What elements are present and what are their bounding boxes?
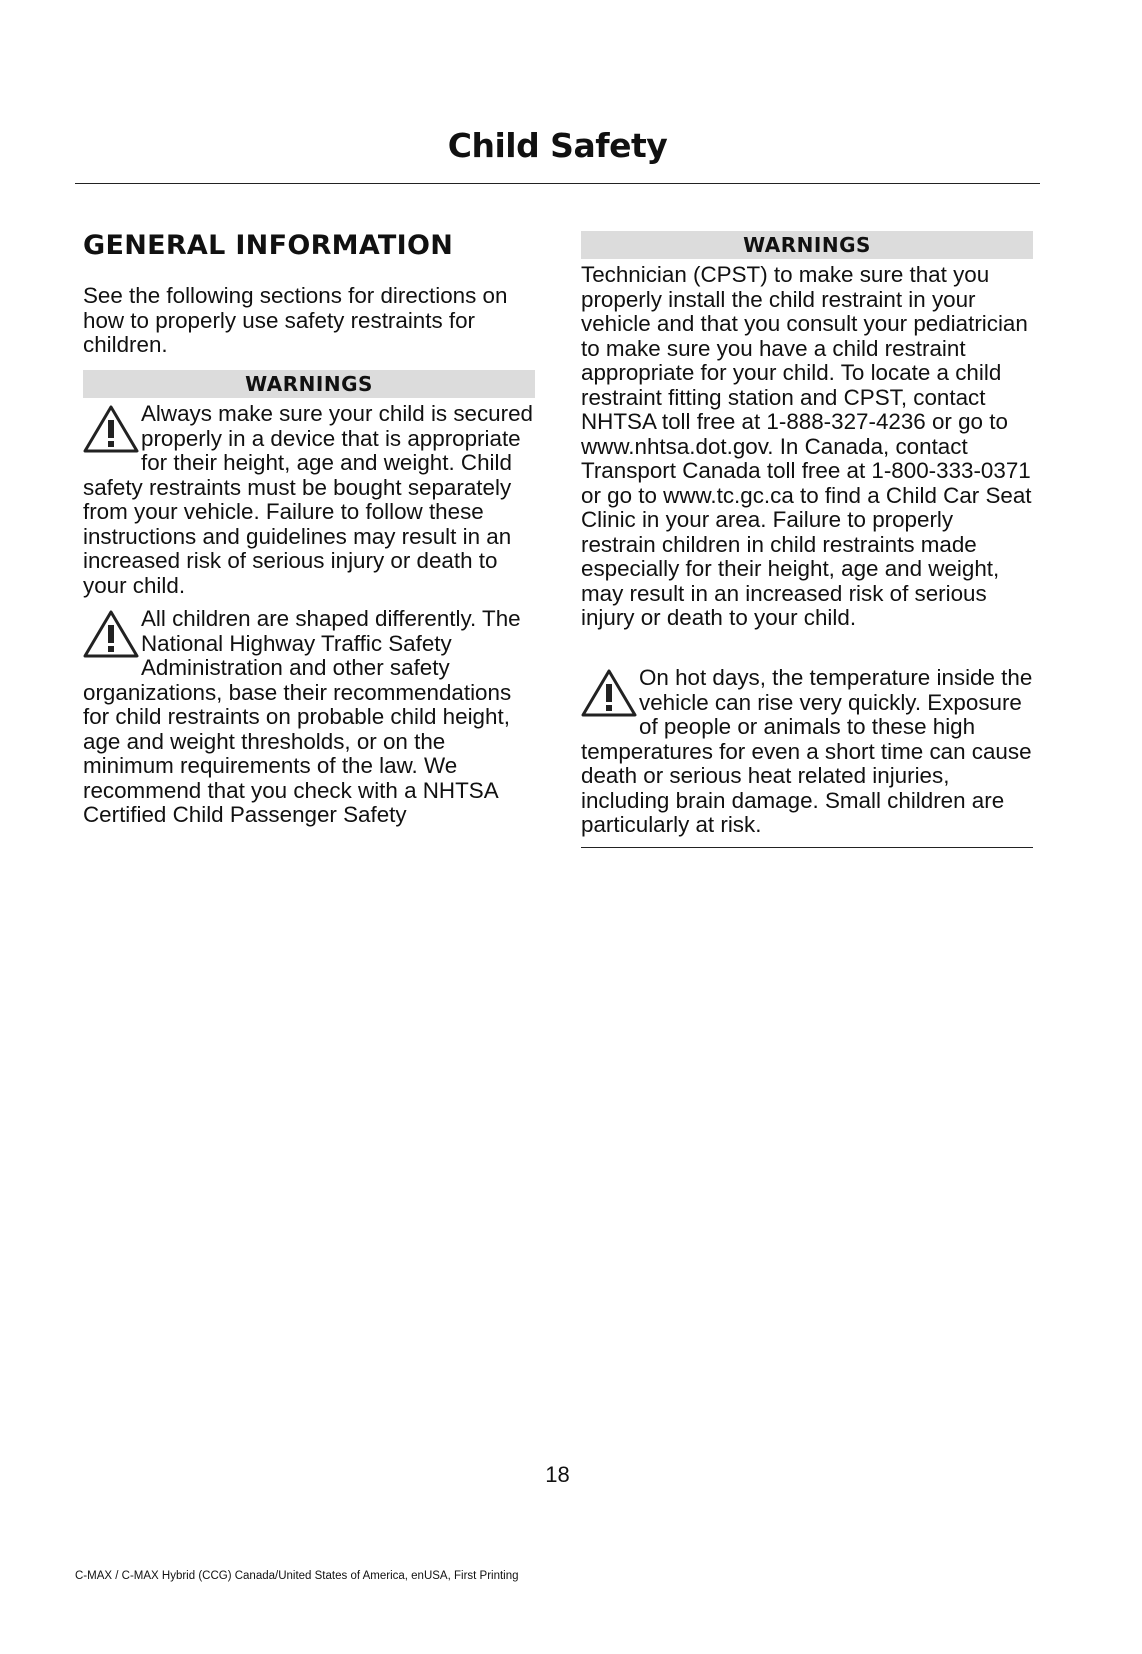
warnings-end-divider	[581, 847, 1033, 848]
warning-text: On hot days, the temperature inside the vehicle can rise very quickly. Exposure of people or animals to these high temperatures for even a short time can cause death or serious heat related injuries, including brain damage. Small children are particularly at risk.	[581, 665, 1033, 837]
warning-triangle-icon	[83, 609, 141, 659]
warning-item	[581, 666, 1033, 838]
warning-item	[83, 402, 535, 598]
warning-triangle-icon	[83, 404, 141, 454]
warnings-header: WARNINGS	[581, 231, 1033, 259]
footer-text: C-MAX / C-MAX Hybrid (CCG) Canada/United States of America, enUSA, First Printing	[75, 1570, 519, 1582]
warning-item	[83, 607, 535, 828]
warning-text: Always make sure your child is secured properly in a device that is appropriate for their height, age and weight. Child safety restraints must be bought separately from your vehicle. Failure to follow these instructions and guidelines may result in an increased risk of serious injury or death to your child.	[83, 401, 533, 598]
warning-triangle-icon	[581, 668, 639, 718]
title-divider	[75, 183, 1040, 184]
page-number: 18	[545, 1462, 570, 1487]
warning-continued-text: Technician (CPST) to make sure that you properly install the child restraint in your vehicle and that you consult your pediatrician to make sure you have a child restraint appropriate for your child. To locate a child restraint fitting station and CPST, contact NHTSA toll free at 1-888-327-4236 or go to www.nhtsa.dot.gov. In Canada, contact Transport Canada toll free at 1-800-333-0371 or go to www.tc.gc.ca to find a Child Car Seat Clinic in your area. Failure to properly restrain children in child restraints made especially for their height, age and weight, may result in an increased risk of serious injury or death to your child.	[581, 262, 1032, 630]
warnings-header: WARNINGS	[83, 370, 535, 398]
warning-text: All children are shaped differently. The National Highway Traffic Safety Administration and other safety organizations, base their recommendations for child restraints on probable child height, age and weight thresholds, or on the minimum requirements of the law. We recommend that you check with a NHTSA Certified Child Passenger Safety	[83, 606, 521, 827]
section-heading: GENERAL INFORMATION	[83, 230, 454, 261]
page-title: Child Safety	[447, 126, 668, 165]
intro-paragraph: See the following sections for directions on how to properly use safety restraints for children.	[83, 283, 508, 357]
